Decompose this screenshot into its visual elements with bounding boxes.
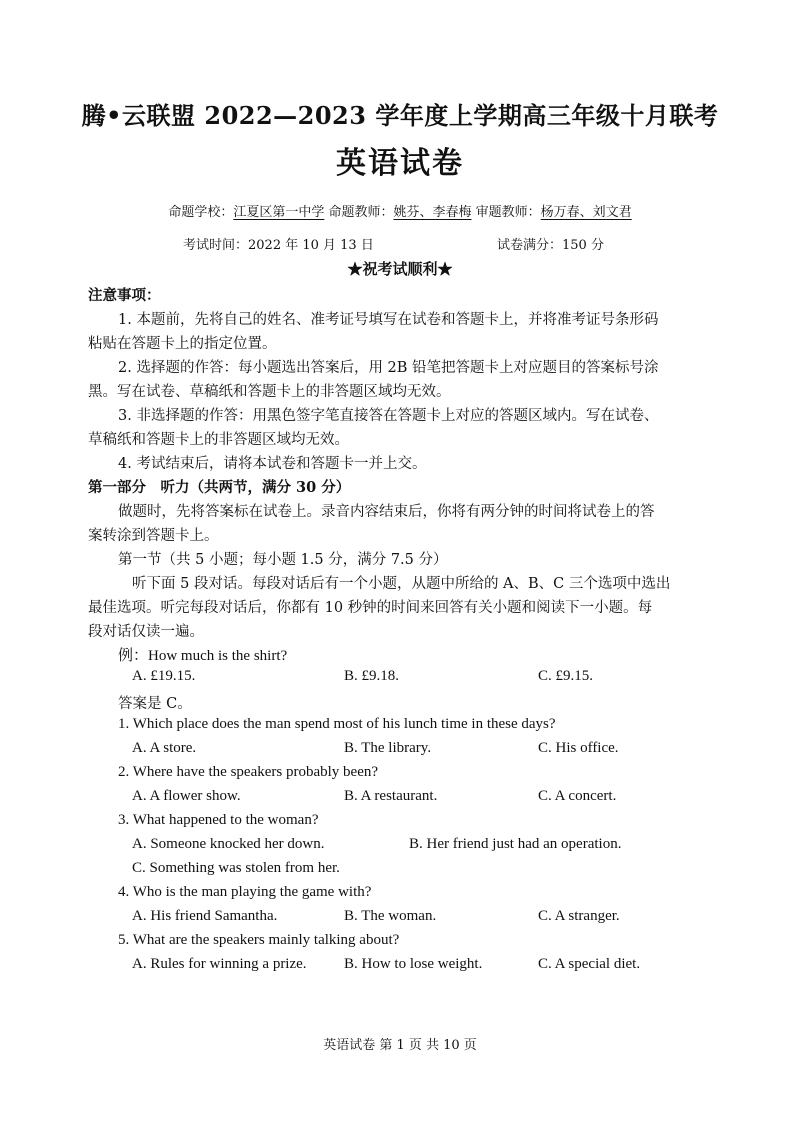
note-line: 黑。写在试卷、草稿纸和答题卡上的非答题区域均无效。 [88,384,451,400]
q5-option-b: B. How to lose weight. [344,956,483,972]
part1-heading: 第一部分 听力（共两节，满分 30 分） [88,479,351,496]
part1-intro-line: 案转涂到答题卡上。 [88,528,219,544]
q1-option-b: B. The library. [344,740,432,756]
exam-time: 考试时间：2022 年 10 月 13 日 [183,238,374,253]
q2-option-b: B. A restaurant. [344,788,438,804]
q3-option-a: A. Someone knocked her down. [132,836,325,852]
example-question: 例：How much is the shirt? [118,648,288,664]
q3-option-c: C. Something was stolen from her. [132,860,340,876]
example-option-b: B. £9.18. [344,668,400,684]
q1-option-a: A. A store. [132,740,197,756]
example-option-a: A. £19.15. [132,668,196,684]
page-footer: 英语试卷 第 1 页 共 10 页 [323,1038,477,1053]
school-name: 江夏区第一中学 [233,205,325,220]
section1-heading: 第一节（共 5 小题；每小题 1.5 分，满分 7.5 分） [118,552,448,568]
q4-option-b: B. The woman. [344,908,437,924]
note-line: 1. 本题前，先将自己的姓名、准考证号填写在试卷和答题卡上，并将准考证号条形码 [118,312,659,328]
q2-option-a: A. A flower show. [132,788,241,804]
note-line: 粘贴在答题卡上的指定位置。 [88,336,277,352]
note-line: 3. 非选择题的作答：用黑色签字笔直接答在答题卡上对应的答题区域内。写在试卷、 [118,408,659,424]
example-answer: 答案是 C。 [118,696,192,712]
note-line: 2. 选择题的作答：每小题选出答案后，用 2B 铅笔把答题卡上对应题目的答案标号涂 [118,360,659,376]
q3-option-b: B. Her friend just had an operation. [409,836,622,852]
school-label: 命题学校： [168,205,234,220]
q4-option-a: A. His friend Samantha. [132,908,278,924]
q5-option-a: A. Rules for winning a prize. [132,956,307,972]
q2-option-c: C. A concert. [538,788,617,804]
q5-option-c: C. A special diet. [538,956,641,972]
section1-intro-line: 最佳选项。听完每段对话后，你都有 10 秒钟的时间来回答有关小题和阅读下一小题。每 [88,600,653,616]
q4-option-c: C. A stranger. [538,908,620,924]
note-line: 草稿纸和答题卡上的非答题区域均无效。 [88,432,349,448]
reviewer-label: 审题教师： [475,205,541,220]
exam-title: 腾•云联盟 2022—2023 学年度上学期高三年级十月联考 [81,101,719,130]
reviewer-names: 杨万春、刘文君 [540,205,632,220]
good-luck-banner: ★祝考试顺利★ [347,260,453,278]
teacher-names: 姚芬、李春梅 [393,205,472,220]
question-3: 3. What happened to the woman? [118,812,319,828]
question-1: 1. Which place does the man spend most of his lunch time in these days? [118,716,556,732]
note-line: 4. 考试结束后，请将本试卷和答题卡一并上交。 [118,456,427,472]
part1-intro-line: 做题时，先将答案标在试卷上。录音内容结束后，你将有两分钟的时间将试卷上的答 [118,504,655,520]
exam-score: 试卷满分：150 分 [497,238,604,253]
question-5: 5. What are the speakers mainly talking about? [118,932,400,948]
exam-authors-line [0,201,800,220]
section1-intro-line: 段对话仅读一遍。 [88,624,204,640]
exam-subtitle: 英语试卷 [336,146,464,181]
teacher-label: 命题教师： [328,205,394,220]
question-2: 2. Where have the speakers probably been? [118,764,379,780]
example-option-c: C. £9.15. [538,668,594,684]
question-4: 4. Who is the man playing the game with? [118,884,372,900]
section1-intro-line: 听下面 5 段对话。每段对话后有一个小题，从题中所给的 A、B、C 三个选项中选出 [132,576,671,592]
q1-option-c: C. His office. [538,740,619,756]
notes-heading: 注意事项： [88,287,161,304]
